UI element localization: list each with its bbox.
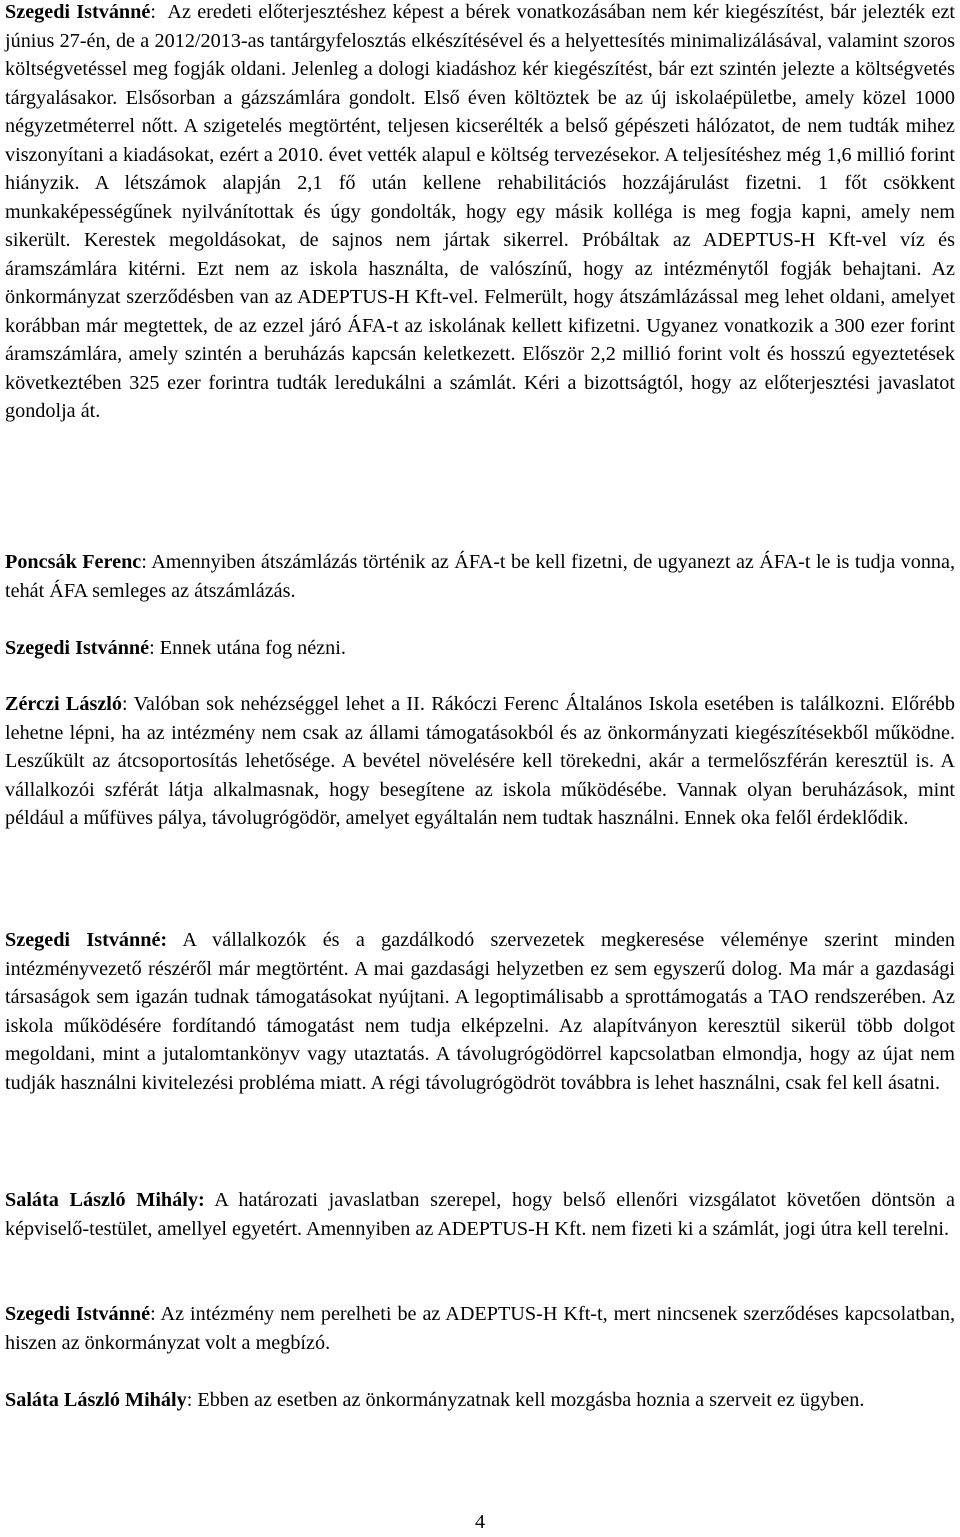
paragraph-salata-2: [5, 1386, 955, 1415]
speaker-separator: :: [121, 693, 134, 715]
paragraph-szegedi-1: [5, 0, 955, 426]
page-number: 4: [475, 1511, 485, 1533]
speaker-separator: :: [150, 1, 168, 23]
speaker-separator: :: [150, 1303, 161, 1325]
speaker-separator: :: [149, 637, 160, 659]
paragraph-salata-1: [5, 1186, 955, 1243]
speaker-separator: [205, 1189, 215, 1211]
paragraph-text: A határozati javaslatban szerepel, hogy belső ellenőri vizsgálatot követően döntsön a képviselő-testület, amellyel egyetért. Amennyiben az ADEPTUS-H Kft. nem fizeti ki a számlát, jogi útra kell terelni.: [5, 1189, 955, 1240]
speaker-name: Szegedi Istvánné:: [5, 929, 168, 951]
speaker-separator: :: [141, 551, 152, 573]
paragraph-szegedi-3: [5, 926, 955, 1097]
paragraph-text: Ebben az esetben az önkormányzatnak kell mozgásba hoznia a szerveit ez ügyben.: [197, 1389, 865, 1411]
paragraph-szegedi-2: [5, 634, 955, 663]
paragraph-text: Ennek utána fog nézni.: [159, 637, 346, 659]
paragraph-text: Az intézmény nem perelheti be az ADEPTUS-H Kft-t, mert nincsenek szerződéses kapcsolatban, hiszen az önkormányzat volt a megbízó.: [5, 1303, 956, 1354]
speaker-separator: [167, 929, 182, 951]
speaker-name: Saláta László Mihály:: [5, 1189, 205, 1211]
speaker-name: Zérczi László: [5, 693, 122, 715]
speaker-name: Saláta László Mihály: [5, 1389, 187, 1411]
paragraph-szegedi-4: [5, 1300, 955, 1357]
paragraph-text: Amennyiben átszámlázás történik az ÁFA-t be kell fizetni, de ugyanezt az ÁFA-t le is tudja vonna, tehát ÁFA semleges az átszámlázás.: [5, 551, 956, 602]
speaker-name: Szegedi Istvánné: [5, 1, 151, 23]
speaker-name: Poncsák Ferenc: [5, 551, 142, 573]
paragraph-text: A vállalkozók és a gazdálkodó szervezetek megkeresése véleménye szerint minden intézményvezető részéről már megtörtént. A mai gazdasági helyzetben ez sem egyszerű dolog. Ma már a gazdasági társaságok sem igazán tudnak támogatásokat nyújtani. A legoptimálisabb a sprottámogatás a TAO rendszerében. Az iskola működésére fordítandó támogatást nem tudja elképzelni. Az alapítványon keresztül sikerül több dolgot megoldani, mint a jutalomtankönyv vagy utaztatás. A távolugrógödörrel kapcsolatban elmondja, hogy az újat nem tudják használni kivitelezési probléma miatt. A régi távolugrógödröt továbbra is lehet használni, csak fel kell ásatni.: [5, 929, 955, 1094]
paragraph-poncsak: [5, 548, 955, 605]
paragraph-text: Valóban sok nehézséggel lehet a II. Rákóczi Ferenc Általános Iskola esetében is találkozni. Előrébb lehetne lépni, ha az intézmény nem csak az állami támogatásokból és az önkormányzati kiegészítésekből működne. Leszűkült az átcsoportosítás lehetősége. A bevétel növelésére kell törekedni, akár a termelőszférán keresztül is. A vállalkozói szférát látja alkalmasnak, hogy besegítene az iskola működésébe. Vannak olyan beruházások, mint például a műfüves pálya, távolugrógödör, amelyet egyáltalán nem tudtak használni. Ennek oka felől érdeklődik.: [5, 693, 955, 829]
speaker-name: Szegedi Istvánné: [5, 637, 150, 659]
speaker-name: Szegedi Istvánné: [5, 1303, 151, 1325]
speaker-separator: :: [186, 1389, 198, 1411]
paragraph-text: Az eredeti előterjesztéshez képest a bérek vonatkozásában nem kér kiegészítést, bár jelezték ezt június 27-én, de a 2012/2013-as tantárgyfelosztás elkészítésével és a helyettesítés minimalizálásával, valamint szoros költségvetéssel meg fogják oldani. Jelenleg a dologi kiadáshoz kér kiegészítést, bár ezt szintén jelezte a költségvetés tárgyalásakor. Elsősorban a gázszámlára gondolt. Első éven költöztek be az új iskolaépületbe, amely közel 1000 négyzetméterrel nőtt. A szigetelés megtörtént, teljesen kicserélték a belső gépészeti hálózatot, de nem tudták mihez viszonyítani a kiadásokat, ezért a 2010. évet vették alapul e költség tervezésekor. A teljesítéshez még 1,6 millió forint hiányzik. A létszámok alapján 2,1 fő után kellene rehabilitációs hozzájárulást fizetni. 1 főt csökkent munkaképességűnek nyilvánítottak és úgy gondolták, hogy egy másik kolléga is meg fogja kapni, amely nem sikerült. Kerestek megoldásokat, de sajnos nem jártak sikerrel. Próbáltak az ADEPTUS-H Kft-vel víz és áramszámlára kitérni. Ezt nem az iskola használta, de valószínű, hogy az intézménytől fogják behajtani. Az önkormányzat szerződésben van az ADEPTUS-H Kft-vel. Felmerült, hogy átszámlázással meg lehet oldani, amelyet korábban már megtettek, de az ezzel járó ÁFA-t az iskolának kellett kifizetni. Ugyanez vonatkozik a 300 ezer forint áramszámlára, amely szintén a beruházás kapcsán keletkezett. Először 2,2 millió forint volt és hosszú egyeztetések következtében 325 ezer forintra tudták leredukálni a számlát. Kéri a bizottságtól, hogy az előterjesztési javaslatot gondolja át.: [5, 1, 956, 422]
paragraph-zerczi: [5, 690, 955, 833]
